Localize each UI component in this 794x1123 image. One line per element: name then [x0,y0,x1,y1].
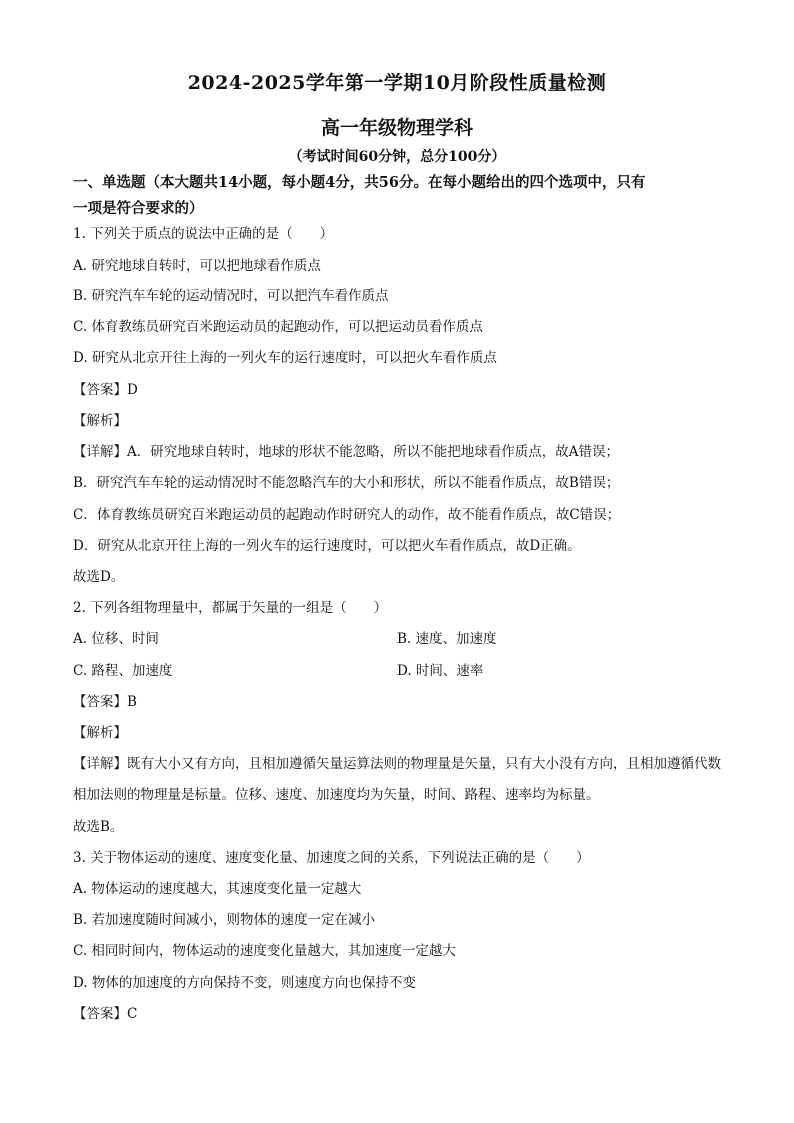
q1-option-c: C. 体育教练员研究百米跑运动员的起跑动作，可以把运动员看作质点 [73,319,483,335]
q1-conclusion: 故选D。 [73,569,125,585]
q3-option-a: A. 物体运动的速度越大，其速度变化量一定越大 [73,881,362,897]
q1-detail-a: 【详解】A．研究地球自转时，地球的形状不能忽略，所以不能把地球看作质点，故A错误； [73,444,619,460]
q1-stem: 1. 下列关于质点的说法中正确的是（ ） [73,226,334,242]
section-heading-line2: 一项是符合要求的） [73,200,204,217]
exam-subtitle: 高一年级物理学科 [320,117,473,139]
q1-option-b: B. 研究汽车车轮的运动情况时，可以把汽车看作质点 [73,288,389,304]
q1-detail-b: B．研究汽车车轮的运动情况时不能忽略汽车的大小和形状，所以不能看作质点，故B错误； [73,475,620,491]
section-heading-line1: 一、单选题（本大题共14小题，每小题4分，共56分。在每小题给出的四个选项中，只有 [73,174,646,191]
q3-answer: 【答案】C [73,1006,138,1022]
q1-detail-d: D．研究从北京开往上海的一列火车的运行速度时，可以把火车看作质点，故D正确。 [73,538,581,554]
q1-option-d: D. 研究从北京开往上海的一列火车的运行速度时，可以把火车看作质点 [73,350,497,366]
section-heading [73,170,733,222]
q3-stem: 3. 关于物体运动的速度、速度变化量、加速度之间的关系，下列说法正确的是（ ） [73,850,590,866]
q3-option-b: B. 若加速度随时间减小，则物体的速度一定在减小 [73,912,376,928]
q2-option-b: B. 速度、加速度 [397,631,497,647]
q2-option-d: D. 时间、速率 [397,663,484,679]
q2-detail: 【详解】既有大小又有方向，且相加遵循矢量运算法则的物理量是矢量，只有大小没有方向，且相加遵循代数相加法则的物理量是标量。位移、速度、加速度均为矢量，时间、路程、速率均为标量。 [73,756,721,803]
q2-option-c: C. 路程、加速度 [73,663,173,679]
q1-answer: 【答案】D [73,382,138,398]
exam-title: 2024-2025学年第一学期10月阶段性质量检测 [187,72,607,94]
q2-analysis: 【解析】 [73,725,127,741]
q2-stem: 2. 下列各组物理量中，都属于矢量的一组是（ ） [73,600,388,616]
q1-detail-c: C．体育教练员研究百米跑运动员的起跑动作时研究人的动作，故不能看作质点，故C错误； [73,507,621,523]
q2-answer: 【答案】B [73,694,137,710]
q2-conclusion: 故选B。 [73,819,124,835]
exam-note: （考试时间60分钟，总分100分） [288,149,506,165]
q3-option-d: D. 物体的加速度的方向保持不变，则速度方向也保持不变 [73,975,416,991]
q3-option-c: C. 相同时间内，物体运动的速度变化量越大，其加速度一定越大 [73,943,456,959]
q1-option-a: A. 研究地球自转时，可以把地球看作质点 [73,258,321,274]
q2-option-a: A. 位移、时间 [73,631,159,647]
q1-analysis: 【解析】 [73,413,127,429]
